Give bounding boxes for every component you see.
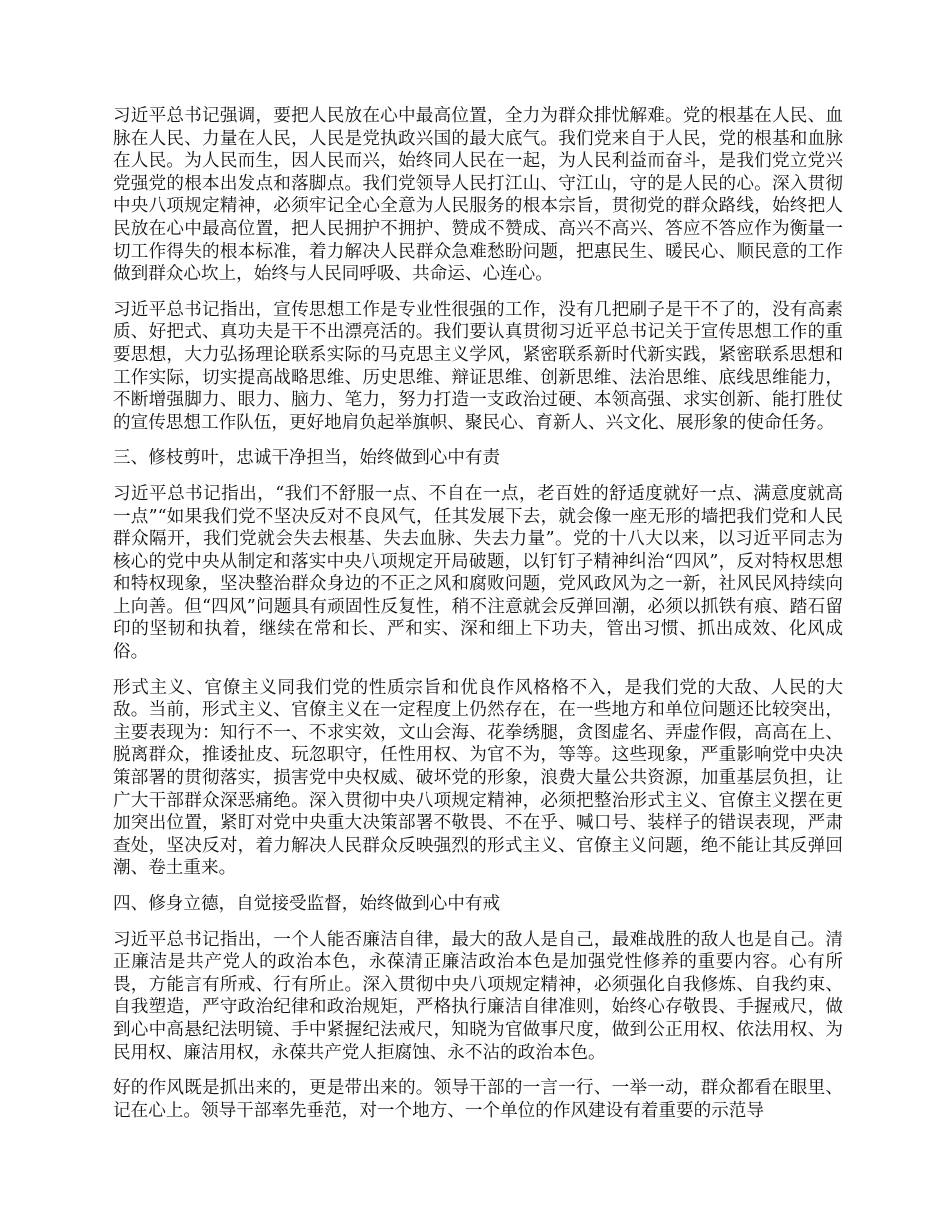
section-heading-four: 四、修身立德，自觉接受监督，始终做到心中有戒 <box>113 894 501 914</box>
paragraph-people-first: 习近平总书记强调，要把人民放在心中最高位置，全力为群众排忧解难。党的根基在人民、血脉在人民、力量在人民，人民是党执政兴国的最大底气。我们党来自于人民，党的根基和血脉在人民。为人民而生，因人民而兴，始终同人民在一起，为人民利益而奋斗，是我们党立党兴党强党的根本出发点和落脚点。我们党领导人民打江山、守江山，守的是人民的心。深入贯彻中央八项规定精神，必须牢记全心全意为人民服务的根本宗旨，贯彻党的群众路线，始终把人民放在心中最高位置，把人民拥护不拥护、赞成不赞成、高兴不高兴、答应不答应作为衡量一切工作得失的根本标准，着力解决人民群众急难愁盼问题，把惠民生、暖民心、顺民意的工作做到群众心坎上，始终与人民同呼吸、共命运、心连心。 <box>113 106 843 285</box>
paragraph-self-discipline: 习近平总书记指出，一个人能否廉洁自律，最大的敌人是自己，最难战胜的敌人也是自己。清正廉洁是共产党人的政治本色，永葆清正廉洁政治本色是加强党性修养的重要内容。心有所畏，方能言有所戒、行有所止。深入贯彻中央八项规定精神，必须强化自我修炼、自我约束、自我塑造，严守政治纪律和政治规矩，严格执行廉洁自律准则，始终心存敬畏、手握戒尺，做到心中高悬纪法明镜、手中紧握纪法戒尺，知晓为官做事尺度，做到公正用权、依法用权、为民用权、廉洁用权，永葆共产党人拒腐蚀、永不沾的政治本色。 <box>113 929 843 1063</box>
paragraph-four-winds: 习近平总书记指出，“我们不舒服一点、不自在一点，老百姓的舒适度就好一点、满意度就高一点”“如果我们党不坚决反对不良风气，任其发展下去，就会像一座无形的墙把我们党和人民群众隔开，我们党就会失去根基、失去血脉、失去力量”。党的十八大以来，以习近平同志为核心的党中央从制定和落实中央八项规定开局破题，以钉钉子精神纠治“四风”，反对特权思想和特权现象，坚决整治群众身边的不正之风和腐败问题，党风政风为之一新，社风民风持续向上向善。但“四风”问题具有顽固性反复性，稍不注意就会反弹回潮，必须以抓铁有痕、踏石留印的坚韧和执着，继续在常和长、严和实、深和细上下功夫，管出习惯、抓出成效、化风成俗。 <box>113 483 843 663</box>
paragraph-propaganda-work: 习近平总书记指出，宣传思想工作是专业性很强的工作，没有几把刷子是干不了的，没有高素质、好把式、真功夫是干不出漂亮活的。我们要认真贯彻习近平总书记关于宣传思想工作的重要思想，大力弘扬理论联系实际的马克思主义学风，紧密联系新时代新实践，紧密联系思想和工作实际，切实提高战略思维、历史思维、辩证思维、创新思维、法治思维、底线思维能力，不断增强脚力、眼力、脑力、笔力，努力打造一支政治过硬、本领高强、求实创新、能打胜仗的宣传思想工作队伍，更好地肩负起举旗帜、聚民心、育新人、兴文化、展形象的使命任务。 <box>113 299 843 433</box>
paragraph-leading-by-example: 好的作风既是抓出来的，更是带出来的。领导干部的一言一行、一举一动，群众都看在眼里、记在心上。领导干部率先垂范，对一个地方、一个单位的作风建设有着重要的示范导 <box>113 1078 843 1121</box>
paragraph-formalism: 形式主义、官僚主义同我们党的性质宗旨和优良作风格格不入，是我们党的大敌、人民的大敌。当前，形式主义、官僚主义在一定程度上仍然存在，在一些地方和单位问题还比较突出，主要表现为：知行不一、不求实效，文山会海、花拳绣腿，贪图虚名、弄虚作假，高高在上、脱离群众，推诿扯皮、玩忽职守，任性用权、为官不为，等等。这些现象，严重影响党中央决策部署的贯彻落实，损害党中央权威、破坏党的形象，浪费大量公共资源，加重基层负担，让广大干部群众深恶痛绝。深入贯彻中央八项规定精神，必须把整治形式主义、官僚主义摆在更加突出位置，紧盯对党中央重大决策部署不敬畏、不在乎、喊口号、装样子的错误表现，严肃查处，坚决反对，着力解决人民群众反映强烈的形式主义、官僚主义问题，绝不能让其反弹回潮、卷土重来。 <box>113 677 843 879</box>
document-page <box>113 105 843 1135</box>
section-heading-three: 三、修枝剪叶，忠诚干净担当，始终做到心中有责 <box>113 448 501 469</box>
